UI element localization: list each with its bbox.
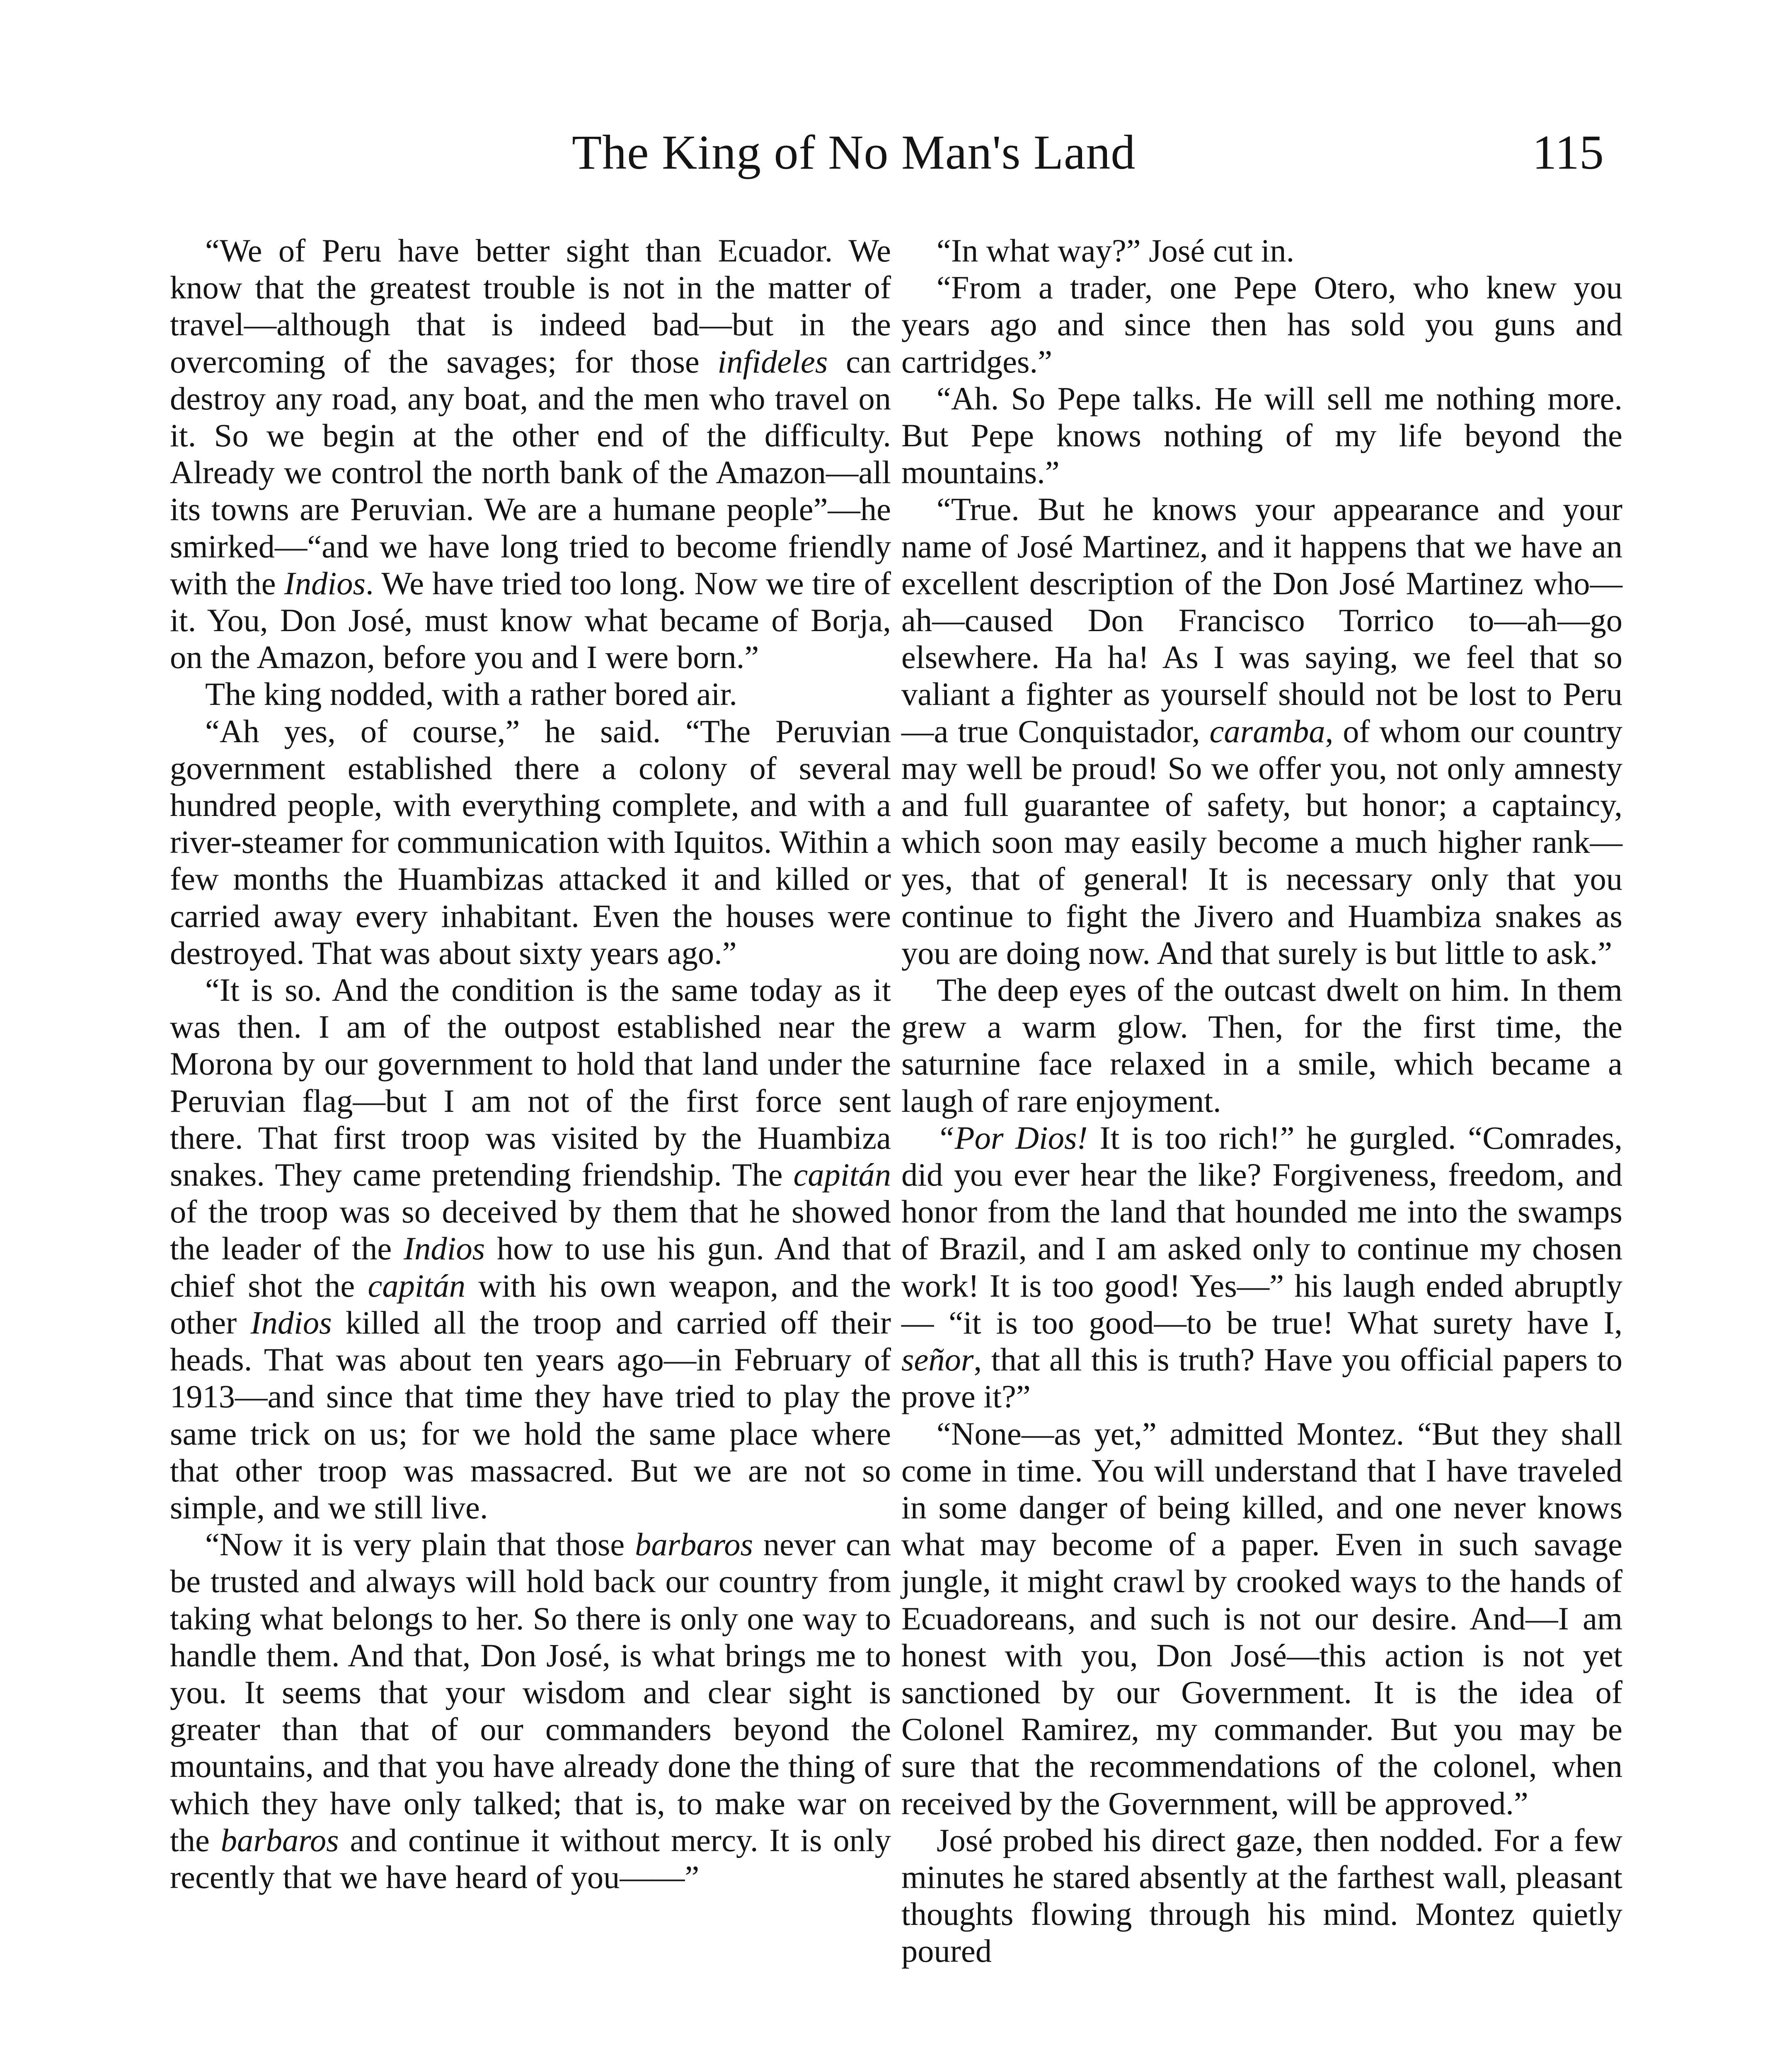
page-header — [0, 124, 1782, 191]
running-title: The King of No Man's Land — [572, 125, 1136, 179]
paragraph: “It is so. And the condition is the same today as it was then. I am of the outpost established near the Morona by our government to hold that land under the Peruvian flag—but I am not of the first force sent there. That first troop was visited by the Huambiza snakes. They came pretending friendship. The capitán of the troop was so deceived by them that he showed the leader of the Indios how to use his gun. And that chief shot the capitán with his own weapon, and the other Indios killed all the troop and carried off their heads. That was about ten years ago—in February of 1913—and since that time they have tried to play the same trick on us; for we hold the same place where that other troop was massacred. But we are not so simple, and we still live. — [170, 972, 891, 1525]
right-column — [901, 232, 1622, 1970]
paragraph: “Ah. So Pepe talks. He will sell me nothing more. But Pepe knows nothing of my life beyond the mountains.” — [901, 380, 1622, 491]
paragraph: “Ah yes, of course,” he said. “The Peruvian government established there a colony of several hundred people, with everything complete, and with a river-steamer for communication with Iquitos. Within a few months the Huambizas attacked it and killed or carried away every inhabitant. Even the houses were destroyed. That was about sixty years ago.” — [170, 713, 891, 971]
paragraph: The king nodded, with a rather bored air. — [205, 676, 737, 712]
paragraph: “In what way?” José cut in. — [937, 232, 1295, 269]
paragraph: “None—as yet,” admitted Montez. “But they shall come in time. You will understand that I have traveled in some danger of being killed, and one never knows what may become of a paper. Even in such savage jungle, it might crawl by crooked ways to the hands of Ecuadoreans, and such is not our desire. And—I am honest with you, Don José—this action is not yet sanctioned by our Government. It is the idea of Colonel Ramirez, my commander. But you may be sure that the recommendations of the colonel, when received by the Government, will be approved.” — [901, 1415, 1622, 1821]
paragraph: “We of Peru have better sight than Ecuador. We know that the greatest trouble is not in the matter of travel—although that is indeed bad—but in the overcoming of the savages; for those infideles can destroy any road, any boat, and the men who travel on it. So we begin at the other end of the difficulty. Already we control the north bank of the Amazon—all its towns are Peruvian. We are a humane people”—he smirked—“and we have long tried to become friendly with the Indios. We have tried too long. Now we tire of it. You, Don José, must know what became of Borja, on the Amazon, before you and I were born.” — [170, 232, 891, 675]
paragraph: “From a trader, one Pepe Otero, who knew you years ago and since then has sold you guns and cartridges.” — [901, 269, 1622, 380]
page-number: 115 — [1532, 125, 1604, 179]
left-column — [170, 232, 891, 1895]
paragraph: The deep eyes of the outcast dwelt on him. In them grew a warm glow. Then, for the first time, the saturnine face relaxed in a smile, which became a laugh of rare enjoyment. — [901, 972, 1622, 1119]
paragraph: “True. But he knows your appearance and your name of José Martinez, and it happens that we have an excellent description of the Don José Martinez who—ah—caused Don Francisco Torrico to—ah—go elsewhere. Ha ha! As I was saying, we feel that so valiant a fighter as yourself should not be lost to Peru—a true Conquistador, caramba, of whom our country may well be proud! So we offer you, not only amnesty and full guarantee of safety, but honor; a captaincy, which soon may easily become a much higher rank—yes, that of general! It is necessary only that you continue to fight the Jivero and Huambiza snakes as you are doing now. And that surely is but little to ask.” — [901, 491, 1622, 971]
paragraph: José probed his direct gaze, then nodded. For a few minutes he stared absently at the farthest wall, pleasant thoughts flowing through his mind. Montez quietly poured — [901, 1822, 1622, 1969]
paragraph: “Now it is very plain that those barbaros never can be trusted and always will hold back our country from taking what belongs to her. So there is only one way to handle them. And that, Don José, is what brings me to you. It seems that your wisdom and clear sight is greater than that of our commanders beyond the mountains, and that you have already done the thing of which they have only talked; that is, to make war on the barbaros and continue it without mercy. It is only recently that we have heard of you——” — [170, 1526, 891, 1895]
paragraph: “Por Dios! It is too rich!” he gurgled. “Comrades, did you ever hear the like? Forgiveness, freedom, and honor from the land that hounded me into the swamps of Brazil, and I am asked only to continue my chosen work! It is too good! Yes—” his laugh ended abruptly— “it is too good—to be true! What surety have I, señor, that all this is truth? Have you official papers to prove it?” — [901, 1119, 1622, 1415]
